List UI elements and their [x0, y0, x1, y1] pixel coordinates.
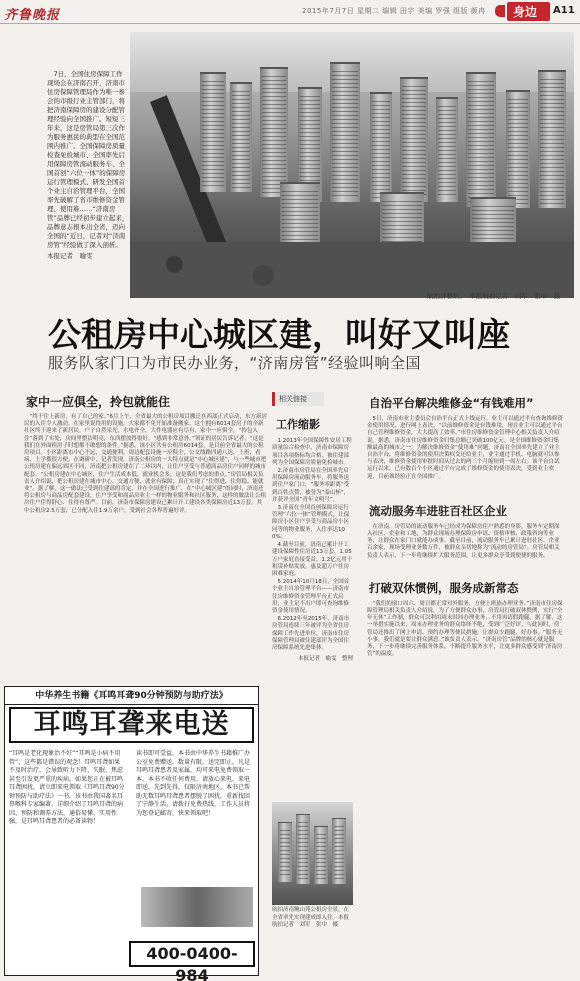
advertisement: [4, 686, 259, 981]
sidebar-item: 2.济南市房管局在全国率先启用保障房流动服务车，将服务送到住户家门口，“服务零距离”受到百姓点赞，被誉为“泰山杯”，并获评全国“青年文明号”。: [272, 467, 350, 504]
subheadline: 服务队家门口为市民办业务，“济南房管”经验叫响全国: [48, 354, 422, 372]
lead-paragraph: 7日，全国住房保障工作现场会在济南召开，济南市住房保障管理局作为唯一参会的市级行业主管部门，将把济南保障房的建设分配管理经验向全国推广。短短三年来，这是房管局第三次作为服务惠民的典型在全国范围内推广。全国保障房质量检查免检城市、全国率先启用保障房管流动服务车、全国首创“六位一体”的保障房运行管理模式、研发全国首个业主自治管理平台，全国率先破解了省市维修资金管理、使用难……“济南房管”品牌已经初步建立起来，品牌意志根本出全省，迈向全国的“近日，记者对“济南房管”经验做了深入剖析。: [47, 70, 129, 249]
section-label: 身边: [513, 5, 538, 19]
sidebar-item: 4.截至目前，济南已累计开工建设保障性住房近13万套，1.05万户家庭直接受益，1.2亿元用于租赁补贴发放，惠及超万户住房困难家庭。: [272, 541, 353, 578]
aerial-photo: [130, 32, 574, 298]
ad-body-left: “耳鸣是老化现象治不好”“耳鸣是小病不用管”，这些都是错误的观念！耳鸣耳聋如果不及时治疗，会导致听力下降、失眠、焦虑甚至引发更严重的疾病。如果您正在被耳鸣耳聋困扰，请立即来电领取《耳鸣耳聋90分钟预防与助疗法》一书。该书由我国著名耳鼻喉科专家编著，详细介绍了耳鸣耳聋的病因、预防和调养方法，通俗易懂、实用性强，是耳鸣耳聋患者的必备读物！: [9, 750, 125, 825]
issue-meta: 2015年7月7日 星期二 编辑 田宇 美编 罗强 组版 颜冉: [302, 7, 486, 15]
article-body: 在济南，房管局的流动服务车已经成为保障房住户熟悉的身影。服务车定期深入社区、企业和工地，为群众现场办理保障房申请、资格审核、政策咨询等业务，让群众在家门口就能办成事。截至目前，流动服务车已累计进驻社区、企业百余家，现场受理业务数万件，被群众亲切地称为“流动的房管局”。房管局相关负责人表示，下一步将继续扩大服务范围，让更多群众享受到便捷的服务。: [367, 523, 560, 559]
photo-caption: 航拍济雅居。 本报航拍记者 刘军 张中 摄: [427, 292, 561, 300]
lead-text: [47, 70, 129, 261]
ad-phone-number: 400-0400-984: [129, 941, 255, 967]
related-links-tag: 相关链接: [272, 392, 324, 406]
sidebar-item: 5.2014年10月18日，全国首个业主自治管理平台——济南市住房维修资金管理平台正式启用，业主足不出户即可查询维修资金使用情况。: [272, 578, 350, 615]
sidebar-item: 3.济南在全国首创保障房运行管理“六位一体”管理模式，让保障房小区住户享受与商品房小区同等的物业服务，入住率达100%。: [272, 504, 350, 541]
sidebar-photo: [272, 802, 353, 905]
article-heading: 打破双休惯例，服务成新常态: [369, 580, 519, 595]
article-heading: 自治平台解决维修金“有钱难用”: [369, 396, 534, 410]
sidebar-item: 6.2012年至2015年，济南市房管局连续三年被评为全省住房保障工作先进单位，济南市住房保障管理局被住建部评为全国住房保障系统先进集体。: [272, 615, 350, 652]
sidebar-photo-caption: 航拍济南鲍山苑公租房全景，在全省率先实现建成即入住。本报航拍记者 刘军 张中 摄: [272, 907, 350, 928]
sidebar-item: 1.2013年全国保障性安居工程质量综合检查中，济南市保障房项目各项指标均合格，被住建部列为全国保障房质量免检城市。: [272, 438, 352, 467]
sidebar-byline: 本报记者 喻雯 整理: [297, 655, 353, 662]
ad-top-line: 中华养生书籍《耳鸣耳聋90分钟预防与助疗法》: [5, 687, 258, 705]
page-number: A11: [553, 5, 575, 16]
left-article: [24, 393, 267, 515]
sidebar-heading: 工作缩影: [276, 418, 320, 431]
right-articles: [367, 395, 563, 666]
left-heading: 家中一应俱全，拎包就能住: [26, 395, 171, 409]
article-block: [367, 580, 563, 659]
masthead-logo: 齐鲁晚报: [4, 8, 61, 23]
ad-book-image: [141, 887, 253, 927]
article-block: [367, 503, 563, 560]
left-body: “终于住上新房，有了自己的家。”6月上午，全省最大的公租房项目搬迁在西部正式启动，东方新居民的入住令人激动。在家里说得用的设施，大家都不免开始准备搬家。这个拥有6014套房子的全新社区终于迎来了新居民。户子自然采光，水电齐全，大件电器应有尽有，家中一应俱全，“拎包入住”落到了实处，房间里整洁明亮，东西摆放得很好。“感到非常意外。”领证的居民告诉记者，“这是我们在外面租房子时想都不敢想的条件。”据悉，该小区共有公租房6014套，是目前全省最大的公租房项目。小区距离市中心不远，交通便利，周边配套设施一应俱全，公交线路四通八达，上班、看病、上学都很方便。在调研中，记者发现，济南公租房的一大特点就是“中心城区建”，与一些城市把公租房建在偏远郊区不同，济南把公租房建在了二环以内，让住户享受与普通商品房住户同样的城市配套。“公租房建在中心城区，住户生活成本低，就业机会多，这是我们考虑的重点。”房管局相关负责人介绍说，把公租房建在城市中心，交通方便、就业有保障，真正实现了“住得进、住得稳、能就业”。据了解，这一做法已受到住建部的肯定，并在全国进行推广。在“中心城区建”的同时，济南还将公租房与商品房配套建设，住户享受和商品房业主一样的物业服务和社区服务，这样的做法让公租房住户住得舒心、住得有尊严。目前，济南市保障房建设已累计开工建设各类保障房近13万套，其中公租房2.5万套，已分配入住1.9万余户，受到社会各界普遍好评。: [24, 414, 267, 514]
sidebar: [272, 408, 353, 663]
article-body: “我们的窗口周六、周日都正常对外服务，方便上班族办理业务。”济南市住房保障管理局相关负责人介绍说，为了方便群众办事，房管局打破双休惯例，实行“全年无休”工作制，群众可以利用周末时间办理业务，不用再请假跑腿。据了解，这一举措实施以来，周末办理业务的群众络绎不绝，受到广泛好评。与此同时，房管局还推出了网上申请、预约办理等便民措施，让群众少跑腿、好办事。“服务无小事，我们就是要让群众满意。”该负责人表示，“济南房管”品牌的核心就是服务，下一步将继续完善服务体系，不断提升服务水平，让更多群众感受到“济南房管”的温度。: [367, 600, 563, 658]
page-header: [0, 0, 580, 24]
ad-title: 耳鸣耳聋来电送: [9, 707, 254, 743]
article-block: [367, 395, 563, 481]
section-badge: [507, 2, 550, 21]
ad-body-right: 读书即可受益，本书由中华养生书籍推广办公室免费赠送，数量有限，送完即止。凡是耳鸣耳聋患者及家属，均可来电免费领取一本。本书不收任何费用，请放心来电。来电即送，先到先得，仅限济南地区。本书已帮助无数耳鸣耳聋患者摆脱了困扰，重新找回了宁静生活。请拨打免费热线，工作人员将为您登记邮寄，快来领取吧！: [136, 750, 251, 817]
article-heading: 流动服务车进驻百社区企业: [369, 503, 507, 518]
lead-byline: 本报记者 喻雯: [47, 252, 93, 260]
article-body: 5日，济南市业主委员会自治平台正式上线运行，业主可以通过平台查询维修资金使用情况、进行网上表决。“以前维修资金是有钱难用，现在业主可以通过平台自己管理维修资金，大大提高了效率。”市住房维修资金管理中心相关负责人介绍说。据悉，济南市住房维修资金归集总额已突破100亿元，是全国维修资金归集额最高的城市之一。为解决维修资金“使用难”问题，济南在全国率先建立了业主自治平台，将维修资金的使用决策权交还给业主，业主通过手机、电脑就可以参与表决，维修资金使用审批时间从过去的两三个月缩短到一周左右。该平台自试运行以来，已有数百个小区通过平台完成了维修资金的使用表决，受到业主欢迎，目前该经验正在全国推广。: [367, 416, 564, 480]
section-logo-icon: [495, 5, 505, 17]
headline: 公租房中心城区建，叫好又叫座: [48, 315, 510, 354]
